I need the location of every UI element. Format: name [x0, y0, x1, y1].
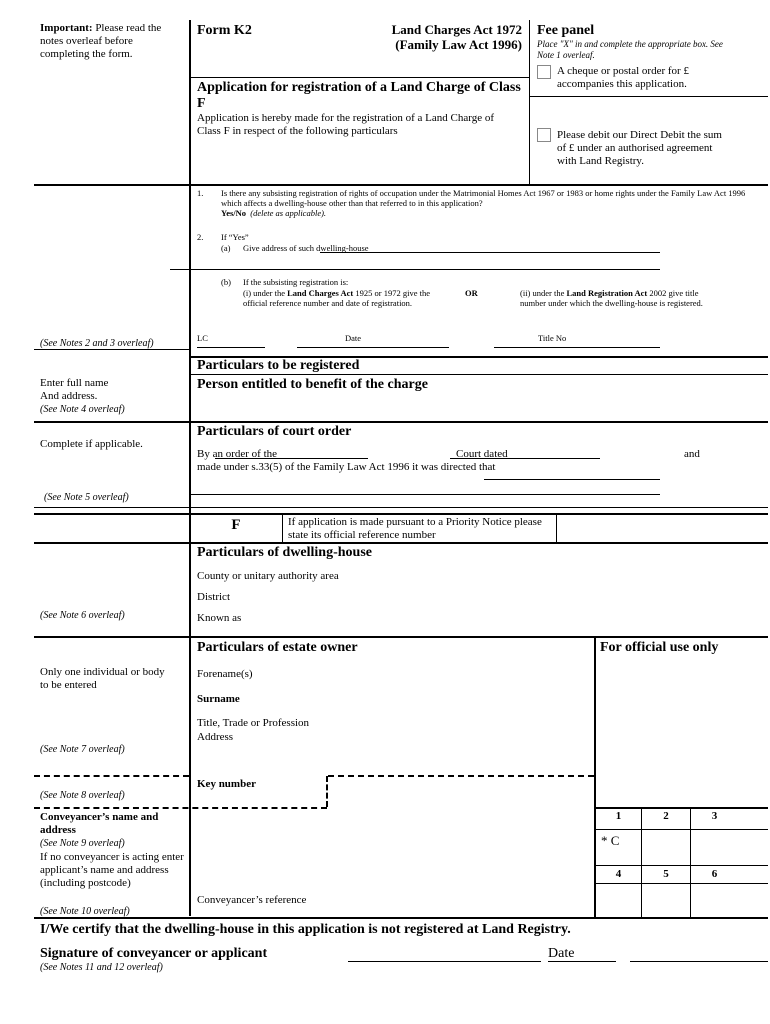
official-cell-3: 3 [711, 810, 718, 822]
fee-panel-divider [529, 20, 530, 185]
cheque-option: A cheque or postal order for £ accompanies this application. [557, 65, 689, 90]
direct-debit-checkbox[interactable] [537, 128, 551, 142]
fee-panel-title: Fee panel [537, 23, 595, 38]
particulars-rule [190, 374, 768, 375]
key-number-dash-bottom [34, 807, 327, 809]
class-f-letter: F [231, 517, 241, 533]
court-field-line[interactable] [215, 458, 368, 459]
q2b-i-text: (i) under the Land Charges Act 1925 or 1972 give the official reference number and date of registration. [243, 288, 430, 308]
section-rule-6 [34, 636, 768, 638]
see-notes-11-12: (See Notes 11 and 12 overleaf) [40, 962, 163, 973]
footer-date-line-1[interactable] [548, 961, 616, 962]
address-label: Address [197, 731, 234, 743]
note5-rule [34, 507, 768, 508]
section-rule-bottom [34, 917, 768, 919]
see-note-6: (See Note 6 overleaf) [40, 610, 125, 621]
section-rule-3 [34, 421, 768, 423]
footer-date-field-line[interactable] [630, 961, 768, 962]
see-note-10: (See Note 10 overleaf) [40, 906, 130, 917]
f-box-divider [282, 514, 283, 542]
official-cell-6: 6 [711, 868, 718, 880]
title-no-field-line[interactable] [494, 347, 660, 348]
official-grid-col1 [641, 808, 642, 917]
key-number-dash-right [326, 776, 328, 807]
district-label: District [197, 591, 230, 603]
header-rule [190, 77, 529, 78]
q2b-label: (b) [221, 277, 231, 287]
see-note-5: (See Note 5 overleaf) [44, 492, 129, 503]
date-label: Date [345, 333, 362, 343]
fee-panel-instruction: Place "X" in and complete the appropriate box. See Note 1 overleaf. [537, 39, 723, 60]
q2b-ii-text: (ii) under the Land Registration Act 2002 give title number under which the dwelling-house is registered. [520, 288, 703, 308]
by-order-label: By an order of the [197, 448, 278, 460]
lc-field-line[interactable] [197, 347, 265, 348]
forenames-label: Forename(s) [197, 668, 253, 680]
if-no-conveyancer: If no conveyancer is acting enter applicant’s name and address (including postcode) [40, 851, 184, 889]
and-label: and [684, 448, 700, 460]
form-id: Form K2 [197, 23, 252, 38]
official-cell-2: 2 [663, 810, 669, 822]
court-order-heading: Particulars of court order [197, 424, 352, 439]
dwelling-house-heading: Particulars of dwelling-house [197, 545, 372, 560]
official-grid-mid2 [595, 865, 768, 866]
act-line-2: (Family Law Act 1996) [395, 37, 522, 52]
official-grid-col2 [690, 808, 691, 917]
q2-if-yes: If “Yes” [221, 232, 249, 242]
q2a-left-rule [170, 269, 190, 270]
person-entitled-heading: Person entitled to benefit of the charge [197, 377, 428, 392]
see-notes-2-3: (See Notes 2 and 3 overleaf) [40, 338, 154, 349]
directed-field-line-2[interactable] [190, 494, 660, 495]
see-note-8: (See Note 8 overleaf) [40, 790, 125, 801]
date-field-line[interactable] [297, 347, 449, 348]
section-rule-4 [34, 513, 768, 515]
q2-number: 2. [197, 232, 204, 242]
application-title: Application for registration of a Land Charge of Class F [197, 80, 521, 111]
only-one-individual: Only one individual or body to be entered [40, 666, 165, 691]
official-grid-mid3 [595, 883, 768, 884]
court-dated-label: Court dated [456, 448, 508, 460]
made-under-text: made under s.33(5) of the Family Law Act 1996 it was directed that [197, 461, 496, 473]
enter-full-name-label: Enter full name [40, 377, 109, 389]
official-grid-mid1 [595, 829, 768, 830]
certification-statement: I/We certify that the dwelling-house in this application is not registered at Land Registry. [40, 922, 571, 937]
footer-date-label: Date [548, 946, 575, 961]
important-notice: Important: Please read the notes overleaf before completing the form. [40, 22, 162, 60]
official-grid-top [595, 807, 768, 809]
q2a-label: (a) [221, 243, 231, 253]
title-no-label: Title No [538, 333, 567, 343]
q2a-text: Give address of such dwelling-house [243, 243, 369, 253]
key-number-dash-left [34, 775, 189, 777]
section-rule-1 [34, 184, 768, 186]
lc-label: LC [197, 333, 208, 343]
main-vertical-divider [189, 20, 191, 916]
application-text: Application is hereby made for the registration of a Land Charge of Class F in respect of the following particulars [197, 112, 495, 137]
q2b-text: If the subsisting registration is: [243, 277, 349, 287]
fee-rule [530, 96, 768, 97]
surname-label: Surname [197, 693, 240, 705]
title-trade-label: Title, Trade or Profession [197, 717, 310, 729]
q1-text: Is there any subsisting registration of rights of occupation under the Matrimonial Homes Act 1967 or 1983 or home rights under the Family Law Act 1996 which affects a dwelling-house other than that referred to in this application? Yes/No (delete as applicable). [221, 188, 746, 218]
see-note-7: (See Note 7 overleaf) [40, 744, 125, 755]
county-label: County or unitary authority area [197, 570, 339, 582]
signature-label: Signature of conveyancer or applicant [40, 946, 268, 961]
official-cell-1: 1 [615, 810, 622, 822]
priority-box-divider [556, 514, 557, 542]
act-line-1: Land Charges Act 1972 [391, 22, 522, 37]
key-number-label: Key number [197, 778, 256, 790]
q2a-field-line-2[interactable] [190, 269, 660, 270]
official-cell-5: 5 [663, 868, 669, 880]
see-note-9: (See Note 9 overleaf) [40, 838, 125, 849]
estate-owner-heading: Particulars of estate owner [197, 640, 358, 655]
and-address-label: And address. [40, 390, 98, 402]
known-as-label: Known as [197, 612, 242, 624]
particulars-heading: Particulars to be registered [197, 358, 360, 373]
cheque-checkbox[interactable] [537, 65, 551, 79]
priority-notice-text: If application is made pursuant to a Priority Notice please state its official reference number [288, 516, 542, 541]
direct-debit-option: Please debit our Direct Debit the sum of £ under an authorised agreement with Land Registry. [557, 129, 722, 167]
see-note-4: (See Note 4 overleaf) [40, 404, 125, 415]
complete-if-applicable: Complete if applicable. [40, 438, 143, 450]
official-use-heading: For official use only [600, 640, 719, 655]
signature-field-line[interactable] [348, 961, 541, 962]
q2a-field-line[interactable] [320, 252, 660, 253]
or-label: OR [465, 288, 478, 298]
court-date-field-line[interactable] [450, 458, 600, 459]
official-star-c: * C [601, 833, 620, 848]
directed-field-line[interactable] [484, 479, 660, 480]
key-number-dash-top [328, 775, 594, 777]
conveyancer-name-label: Conveyancer’s name and address [40, 811, 159, 836]
section-rule-5 [34, 542, 768, 544]
conveyancer-reference-label: Conveyancer’s reference [197, 894, 307, 906]
official-cell-4: 4 [615, 868, 622, 880]
q1-number: 1. [197, 188, 204, 198]
